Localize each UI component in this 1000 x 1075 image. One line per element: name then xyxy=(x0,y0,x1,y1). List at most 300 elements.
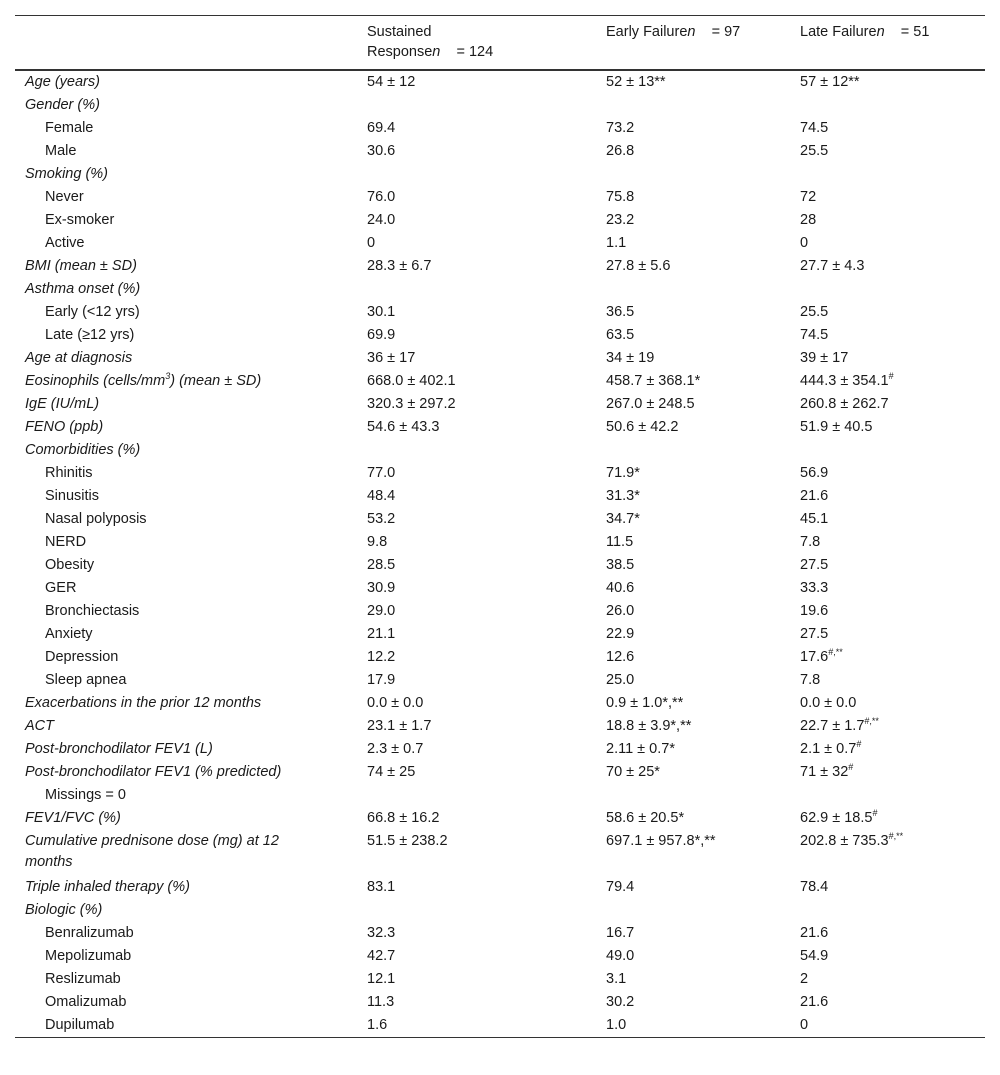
cell-c1 xyxy=(367,416,439,439)
table-row xyxy=(15,324,985,347)
cell-value: 75.8 xyxy=(606,189,635,205)
cell-c3 xyxy=(800,945,828,968)
cell-value: 24.0 xyxy=(367,212,396,228)
row-label-superscript: 3 xyxy=(165,371,171,382)
cell-c1 xyxy=(367,255,431,278)
cell-value: 12.6 xyxy=(606,649,635,665)
cell-value: 27.8 ± 5.6 xyxy=(606,258,671,274)
cell-c1 xyxy=(367,669,395,692)
cell-c3 xyxy=(800,117,828,140)
cell-value: 63.5 xyxy=(606,327,635,343)
cell-value: 38.5 xyxy=(606,557,635,573)
cell-c3 xyxy=(800,623,828,646)
cell-value: 39 ± 17 xyxy=(800,350,849,366)
cell-value: 54 ± 12 xyxy=(367,74,416,90)
header-early-failure xyxy=(606,22,740,42)
cell-value: 36.5 xyxy=(606,304,635,320)
cell-c2 xyxy=(606,623,634,646)
cell-value: 21.6 xyxy=(800,488,829,504)
cell-value: 50.6 ± 42.2 xyxy=(606,419,679,435)
table-row xyxy=(15,554,985,577)
row-label xyxy=(25,692,261,715)
cell-c1 xyxy=(367,485,395,508)
cell-value: 28.5 xyxy=(367,557,396,573)
row-label-text: Never xyxy=(45,189,84,205)
row-label xyxy=(45,232,85,255)
row-label-text: Gender (%) xyxy=(25,97,100,113)
header-col1-n: = 124 xyxy=(456,44,494,60)
cell-value: 2 xyxy=(800,971,809,987)
row-label xyxy=(25,439,140,462)
cell-value: 34 ± 19 xyxy=(606,350,655,366)
cell-value: 42.7 xyxy=(367,948,396,964)
cell-c1 xyxy=(367,508,395,531)
cell-c1 xyxy=(367,531,387,554)
cell-c3 xyxy=(800,646,843,669)
table-row xyxy=(15,830,985,876)
table-row xyxy=(15,991,985,1014)
table-row xyxy=(15,945,985,968)
header-col2-var: n xyxy=(687,24,696,40)
cell-value: 56.9 xyxy=(800,465,829,481)
cell-value: 21.6 xyxy=(800,994,829,1010)
cell-value: 58.6 ± 20.5* xyxy=(606,810,685,826)
cell-c1 xyxy=(367,991,394,1014)
row-label xyxy=(45,945,131,968)
table-row xyxy=(15,347,985,370)
row-label xyxy=(25,738,213,761)
cell-value: 74.5 xyxy=(800,327,829,343)
table-row xyxy=(15,140,985,163)
row-label-text: Depression xyxy=(45,649,119,665)
cell-value: 31.3* xyxy=(606,488,640,504)
cell-value: 0 xyxy=(800,1017,809,1033)
cell-value: 1.1 xyxy=(606,235,627,251)
cell-value: 57 ± 12** xyxy=(800,74,860,90)
row-label xyxy=(45,324,134,347)
row-label xyxy=(45,301,140,324)
cell-value: 66.8 ± 16.2 xyxy=(367,810,440,826)
cell-c3 xyxy=(800,232,808,255)
row-label xyxy=(45,991,126,1014)
table-row xyxy=(15,209,985,232)
cell-value: 52 ± 13** xyxy=(606,74,666,90)
cell-c3 xyxy=(800,577,828,600)
row-label-text: Smoking (%) xyxy=(25,166,108,182)
header-col1-line1: Sustained xyxy=(367,24,432,40)
header-sustained-response xyxy=(367,22,493,62)
cell-c2 xyxy=(606,945,634,968)
header-col3-label: Late Failure xyxy=(800,24,877,40)
row-label-note: Missings = 0 xyxy=(45,787,126,803)
cell-c2 xyxy=(606,485,640,508)
cell-value: 7.8 xyxy=(800,534,821,550)
cell-value: 71 ± 32 xyxy=(800,764,849,780)
row-label-text: Nasal polyposis xyxy=(45,511,147,527)
cell-value: 26.0 xyxy=(606,603,635,619)
row-label xyxy=(45,485,99,508)
row-label xyxy=(25,715,54,738)
cell-value: 27.5 xyxy=(800,557,829,573)
row-label-text: IgE (IU/mL) xyxy=(25,396,100,412)
cell-c2 xyxy=(606,646,634,669)
cell-c1 xyxy=(367,117,395,140)
cell-c1 xyxy=(367,186,395,209)
row-label xyxy=(45,577,76,600)
table-row xyxy=(15,94,985,117)
table-row xyxy=(15,71,985,94)
cell-c2 xyxy=(606,416,678,439)
cell-value: 22.9 xyxy=(606,626,635,642)
cell-value: 51.5 ± 238.2 xyxy=(367,833,448,849)
row-label-text: Early (<12 yrs) xyxy=(45,304,140,320)
cell-value: 53.2 xyxy=(367,511,396,527)
cell-c3 xyxy=(800,301,828,324)
table-row xyxy=(15,186,985,209)
cell-c1 xyxy=(367,232,375,255)
cell-value: 77.0 xyxy=(367,465,396,481)
row-label xyxy=(45,186,84,209)
header-col2-n: = 97 xyxy=(711,24,741,40)
row-label-text: Late (≥12 yrs) xyxy=(45,327,135,343)
cell-superscript: # xyxy=(872,808,878,819)
cell-c2 xyxy=(606,347,654,370)
cell-value: 22.7 ± 1.7 xyxy=(800,718,865,734)
cell-c2 xyxy=(606,600,634,623)
cell-c1 xyxy=(367,646,395,669)
cell-c3 xyxy=(800,508,828,531)
row-label xyxy=(25,255,137,278)
cell-value: 34.7* xyxy=(606,511,640,527)
row-label-text: GER xyxy=(45,580,77,596)
row-label-text: Reslizumab xyxy=(45,971,121,987)
table-row xyxy=(15,508,985,531)
cell-value: 2.1 ± 0.7 xyxy=(800,741,857,757)
row-label-text: FEV1/FVC (%) xyxy=(25,810,121,826)
cell-c3 xyxy=(800,71,860,94)
cell-c1 xyxy=(367,922,395,945)
cell-value: 40.6 xyxy=(606,580,635,596)
cell-c1 xyxy=(367,738,423,761)
cell-superscript: #,** xyxy=(828,647,843,658)
cell-value: 0 xyxy=(367,235,376,251)
cell-c2 xyxy=(606,991,634,1014)
cell-value: 83.1 xyxy=(367,879,396,895)
table-row xyxy=(15,255,985,278)
cell-c2 xyxy=(606,830,716,853)
row-label xyxy=(25,71,100,94)
cell-value: 79.4 xyxy=(606,879,635,895)
cell-c3 xyxy=(800,531,820,554)
table-row xyxy=(15,669,985,692)
cell-value: 76.0 xyxy=(367,189,396,205)
cell-value: 27.7 ± 4.3 xyxy=(800,258,865,274)
row-label xyxy=(45,600,139,623)
row-label xyxy=(25,94,100,117)
cell-c2 xyxy=(606,255,670,278)
cell-value: 2.11 ± 0.7* xyxy=(606,741,675,757)
row-label-text: Rhinitis xyxy=(45,465,93,481)
row-label xyxy=(25,416,103,439)
row-label xyxy=(45,508,147,531)
cell-c2 xyxy=(606,968,626,991)
cell-c2 xyxy=(606,209,634,232)
header-late-failure xyxy=(800,22,929,42)
cell-c1 xyxy=(367,715,431,738)
row-label xyxy=(25,899,102,922)
cell-c2 xyxy=(606,922,634,945)
cell-c3 xyxy=(800,554,828,577)
cell-c3 xyxy=(800,255,864,278)
cell-c2 xyxy=(606,715,691,738)
cell-c3 xyxy=(800,140,828,163)
cell-value: 30.1 xyxy=(367,304,396,320)
row-label-text: FENO (ppb) xyxy=(25,419,104,435)
cell-c2 xyxy=(606,876,634,899)
cell-c3 xyxy=(800,209,816,232)
row-label xyxy=(45,462,93,485)
table-row xyxy=(15,899,985,922)
row-label xyxy=(25,370,261,393)
cell-c1 xyxy=(367,876,395,899)
table-row xyxy=(15,968,985,991)
cell-c2 xyxy=(606,324,634,347)
cell-value: 28.3 ± 6.7 xyxy=(367,258,432,274)
row-label-text: NERD xyxy=(45,534,87,550)
cell-value: 17.6 xyxy=(800,649,829,665)
cell-c2 xyxy=(606,370,700,393)
cell-value: 267.0 ± 248.5 xyxy=(606,396,695,412)
table-row xyxy=(15,117,985,140)
cell-value: 23.2 xyxy=(606,212,635,228)
cell-value: 49.0 xyxy=(606,948,635,964)
cell-value: 78.4 xyxy=(800,879,829,895)
row-label-text: Asthma onset (%) xyxy=(25,281,141,297)
header-col2-label: Early Failure xyxy=(606,24,688,40)
row-label xyxy=(45,623,93,646)
cell-c3 xyxy=(800,830,903,853)
cell-c3 xyxy=(800,370,894,393)
table-body xyxy=(15,71,985,1038)
table-row xyxy=(15,462,985,485)
row-label xyxy=(45,531,86,554)
table-row xyxy=(15,485,985,508)
cell-value: 51.9 ± 40.5 xyxy=(800,419,873,435)
row-label xyxy=(25,163,108,186)
cell-c3 xyxy=(800,876,828,899)
cell-value: 2.3 ± 0.7 xyxy=(367,741,424,757)
row-label-text: Female xyxy=(45,120,94,136)
cell-c1 xyxy=(367,324,395,347)
cell-value: 18.8 ± 3.9*,** xyxy=(606,718,692,734)
cell-c1 xyxy=(367,623,395,646)
cell-value: 32.3 xyxy=(367,925,396,941)
cell-c3 xyxy=(800,600,828,623)
cell-c2 xyxy=(606,554,634,577)
cell-value: 697.1 ± 957.8*,** xyxy=(606,833,716,849)
table-row xyxy=(15,163,985,186)
table-row xyxy=(15,232,985,255)
cell-c2 xyxy=(606,232,626,255)
table-row xyxy=(15,623,985,646)
cell-value: 33.3 xyxy=(800,580,829,596)
row-label xyxy=(25,278,140,301)
table-row xyxy=(15,922,985,945)
cell-superscript: #,** xyxy=(888,831,904,842)
table-row xyxy=(15,738,985,761)
cell-c2 xyxy=(606,117,634,140)
cell-value: 7.8 xyxy=(800,672,821,688)
cell-value: 54.9 xyxy=(800,948,829,964)
cell-c3 xyxy=(800,922,828,945)
cell-c1 xyxy=(367,600,395,623)
cell-c1 xyxy=(367,830,448,853)
header-col3-n: = 51 xyxy=(900,24,930,40)
cell-c2 xyxy=(606,669,634,692)
cell-c3 xyxy=(800,324,828,347)
row-label-text: Anxiety xyxy=(45,626,93,642)
table-row xyxy=(15,807,985,830)
row-label-text: Benralizumab xyxy=(45,925,134,941)
cell-c1 xyxy=(367,301,395,324)
cell-value: 25.5 xyxy=(800,143,829,159)
cell-value: 73.2 xyxy=(606,120,635,136)
cell-value: 29.0 xyxy=(367,603,396,619)
cell-c3 xyxy=(800,807,877,830)
row-label xyxy=(45,646,118,669)
cell-value: 69.9 xyxy=(367,327,396,343)
cell-c2 xyxy=(606,738,675,761)
row-label xyxy=(45,922,134,945)
cell-c3 xyxy=(800,692,856,715)
header-col1-label: Response xyxy=(367,44,433,60)
cell-value: 9.8 xyxy=(367,534,388,550)
cell-value: 11.5 xyxy=(606,534,634,550)
cell-c1 xyxy=(367,370,456,393)
cell-c2 xyxy=(606,1014,626,1037)
cell-c3 xyxy=(800,347,848,370)
cell-value: 45.1 xyxy=(800,511,829,527)
cell-value: 48.4 xyxy=(367,488,396,504)
row-label-text: Age (years) xyxy=(25,74,100,90)
cell-superscript: #,** xyxy=(864,716,879,727)
cell-value: 25.0 xyxy=(606,672,635,688)
row-label xyxy=(45,554,94,577)
row-label-text: Eosinophils (cells/mm xyxy=(25,373,166,389)
cell-c3 xyxy=(800,761,853,784)
table-header xyxy=(15,15,985,71)
cell-value: 30.6 xyxy=(367,143,396,159)
row-label xyxy=(25,393,99,416)
cell-value: 54.6 ± 43.3 xyxy=(367,419,440,435)
row-label-text: Exacerbations in the prior 12 months xyxy=(25,695,262,711)
cell-value: 36 ± 17 xyxy=(367,350,416,366)
table-row xyxy=(15,715,985,738)
table-row xyxy=(15,301,985,324)
cell-c1 xyxy=(367,761,415,784)
cell-superscript: # xyxy=(848,762,854,773)
row-label xyxy=(45,1014,114,1037)
table-row xyxy=(15,1014,985,1037)
row-label-text: BMI (mean ± SD) xyxy=(25,258,137,274)
cell-c2 xyxy=(606,508,640,531)
cell-c1 xyxy=(367,577,395,600)
cell-value: 69.4 xyxy=(367,120,396,136)
cell-value: 30.9 xyxy=(367,580,396,596)
cell-value: 260.8 ± 262.7 xyxy=(800,396,889,412)
cell-value: 23.1 ± 1.7 xyxy=(367,718,432,734)
cell-c1 xyxy=(367,393,456,416)
cell-c2 xyxy=(606,531,633,554)
row-label xyxy=(45,117,93,140)
cell-c2 xyxy=(606,71,666,94)
table-row xyxy=(15,600,985,623)
table-row xyxy=(15,761,985,807)
header-col3-var: n xyxy=(876,24,885,40)
cell-value: 1.0 xyxy=(606,1017,627,1033)
cell-value: 25.5 xyxy=(800,304,829,320)
cell-c1 xyxy=(367,462,395,485)
row-label-text: Post-bronchodilator FEV1 (L) xyxy=(25,741,213,757)
cell-value: 71.9* xyxy=(606,465,640,481)
row-label-suffix: ) (mean ± SD) xyxy=(170,373,262,389)
row-label-text: Mepolizumab xyxy=(45,948,132,964)
row-label xyxy=(45,669,126,692)
row-label-text: Triple inhaled therapy (%) xyxy=(25,879,190,895)
cell-value: 62.9 ± 18.5 xyxy=(800,810,873,826)
cell-c2 xyxy=(606,462,640,485)
cell-c1 xyxy=(367,71,415,94)
cell-c2 xyxy=(606,692,683,715)
cell-c3 xyxy=(800,462,828,485)
cell-c1 xyxy=(367,140,395,163)
row-label-text: Biologic (%) xyxy=(25,902,103,918)
table-row xyxy=(15,531,985,554)
cell-c3 xyxy=(800,669,820,692)
row-label-text: ACT xyxy=(25,718,54,734)
cell-value: 72 xyxy=(800,189,817,205)
row-label xyxy=(25,347,132,370)
cell-value: 28 xyxy=(800,212,817,228)
row-label-text: Bronchiectasis xyxy=(45,603,140,619)
row-label-text: Post-bronchodilator FEV1 (% predicted) xyxy=(25,764,282,780)
cell-c1 xyxy=(367,807,439,830)
table-row xyxy=(15,370,985,393)
cell-c1 xyxy=(367,968,395,991)
cell-c3 xyxy=(800,393,889,416)
cell-value: 26.8 xyxy=(606,143,635,159)
row-label-text: Active xyxy=(45,235,85,251)
row-label-text: Age at diagnosis xyxy=(25,350,133,366)
cell-value: 0.0 ± 0.0 xyxy=(800,695,857,711)
cell-value: 70 ± 25* xyxy=(606,764,660,780)
header-col1-line2 xyxy=(367,42,493,62)
cell-value: 17.9 xyxy=(367,672,396,688)
row-label-text: Comorbidities (%) xyxy=(25,442,141,458)
row-label xyxy=(45,140,76,163)
cell-value: 458.7 ± 368.1* xyxy=(606,373,701,389)
cell-c1 xyxy=(367,347,415,370)
cell-value: 444.3 ± 354.1 xyxy=(800,373,889,389)
cell-c2 xyxy=(606,393,695,416)
cell-value: 11.3 xyxy=(367,994,395,1010)
table-row xyxy=(15,439,985,462)
row-label-text: Sleep apnea xyxy=(45,672,127,688)
row-label-text: Obesity xyxy=(45,557,95,573)
table-row xyxy=(15,692,985,715)
cell-value: 12.2 xyxy=(367,649,396,665)
cell-value: 3.1 xyxy=(606,971,627,987)
